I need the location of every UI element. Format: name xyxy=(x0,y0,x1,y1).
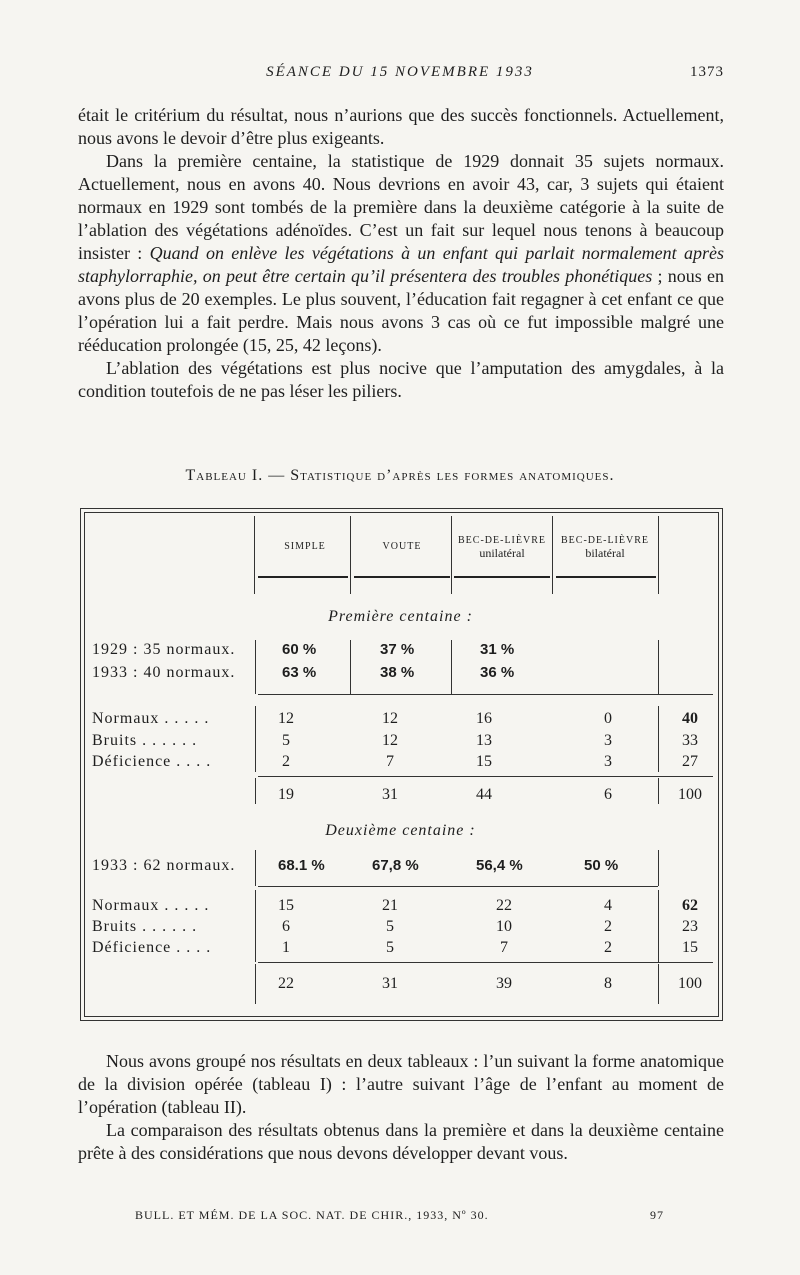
intro-paragraph-2-emphasis: Quand on enlève les végétations à un enfant qui parlait normalement après staphylorraphie, on peut être certain qu’il présentera des troubles phonétiques xyxy=(78,243,724,286)
cell-1929-bec-unilateral: 31 % xyxy=(480,641,515,658)
cell-1929-voute: 37 % xyxy=(380,641,415,658)
intro-paragraph-3: L’ablation des végétations est plus nocive que l’amputation des amygdales, à la condition toutefois de ne pas léser les piliers. xyxy=(78,358,724,401)
cell-bruits-2-bec-unilateral: 10 xyxy=(496,918,512,935)
header-rule xyxy=(258,576,348,578)
cell-bruits-1-total: 33 xyxy=(682,732,698,749)
column-separator xyxy=(451,640,452,694)
column-header-bec-bilateral-sub: bilatéral xyxy=(585,546,625,560)
header-rule xyxy=(454,576,550,578)
cell-bruits-2-total: 23 xyxy=(682,918,698,935)
column-separator xyxy=(658,516,659,594)
column-header-simple: SIMPLE xyxy=(284,541,326,552)
row-label-1929: 1929 : 35 normaux. xyxy=(92,641,236,658)
intro-text xyxy=(78,104,724,403)
row-label-1933: 1933 : 40 normaux. xyxy=(92,664,236,681)
cell-normaux-2-bec-unilateral: 22 xyxy=(496,897,512,914)
column-header-bec-bilateral-title: BEC-DE-LIÈVRE xyxy=(561,535,649,546)
column-header-bec-unilateral-sub: unilatéral xyxy=(479,546,525,560)
cell-deficience-2-total: 15 xyxy=(682,939,698,956)
cell-deficience-1-bec-unilateral: 15 xyxy=(476,753,492,770)
cell-bruits-1-voute: 12 xyxy=(382,732,398,749)
total-2-total: 100 xyxy=(678,975,702,992)
cell-deficience-1-simple: 2 xyxy=(282,753,290,770)
column-separator xyxy=(658,706,659,772)
total-1-bec-bilateral: 6 xyxy=(604,786,612,803)
row-label-normaux-2: Normaux . . . . . xyxy=(92,897,210,914)
column-separator xyxy=(658,778,659,804)
cell-deficience-2-bec-bilateral: 2 xyxy=(604,939,612,956)
cell-1933-simple: 63 % xyxy=(282,664,317,681)
running-title: SÉANCE DU 15 NOVEMBRE 1933 xyxy=(266,64,534,80)
cell-normaux-1-bec-unilateral: 16 xyxy=(476,710,492,727)
column-separator xyxy=(255,890,256,962)
cell-normaux-1-total: 40 xyxy=(682,710,698,727)
cell-1933-voute: 38 % xyxy=(380,664,415,681)
column-separator xyxy=(255,778,256,804)
total-2-voute: 31 xyxy=(382,975,398,992)
header-rule xyxy=(354,576,450,578)
intro-paragraph-2-start: Dans la première centaine, la statistique de 1929 donnait 35 sujets normaux. Actuellement, nous en avons 40. Nous devrions en avoir 43, car, 3 sujets qui étaient normaux en 1929 sont tombés de la première dans la deuxième catégorie à la suite de l’ablation des végétations adénoïdes. C’est un fait sur lequel nous tenons à beaucoup insister : xyxy=(78,151,724,263)
column-separator xyxy=(552,516,553,594)
outro-text xyxy=(78,1050,724,1165)
column-separator xyxy=(255,850,256,886)
row-label-deficience-1: Déficience . . . . xyxy=(92,753,212,770)
row-rule xyxy=(258,962,713,963)
cell-normaux-1-bec-bilateral: 0 xyxy=(604,710,612,727)
cell-1933-second-bec-bilateral: 50 % xyxy=(584,857,619,874)
row-label-bruits-2: Bruits . . . . . . xyxy=(92,918,198,935)
row-label-1933-second: 1933 : 62 normaux. xyxy=(92,857,236,874)
cell-normaux-1-simple: 12 xyxy=(278,710,294,727)
table-caption: Tableau I. — Statistique d’après les formes anatomiques. xyxy=(185,467,615,484)
cell-normaux-2-total: 62 xyxy=(682,897,698,914)
cell-bruits-1-bec-unilateral: 13 xyxy=(476,732,492,749)
cell-deficience-1-voute: 7 xyxy=(386,753,394,770)
column-separator xyxy=(658,964,659,1004)
cell-1933-second-bec-unilateral: 56,4 % xyxy=(476,857,523,874)
column-header-bec-bilateral xyxy=(552,534,658,560)
cell-1933-bec-unilateral: 36 % xyxy=(480,664,515,681)
cell-normaux-2-voute: 21 xyxy=(382,897,398,914)
header-rule xyxy=(556,576,656,578)
total-2-bec-unilateral: 39 xyxy=(496,975,512,992)
cell-deficience-1-bec-bilateral: 3 xyxy=(604,753,612,770)
cell-deficience-2-simple: 1 xyxy=(282,939,290,956)
cell-bruits-2-voute: 5 xyxy=(386,918,394,935)
row-label-deficience-2: Déficience . . . . xyxy=(92,939,212,956)
journal-reference: BULL. ET MÉM. DE LA SOC. NAT. DE CHIR., 1933, Nº 30. xyxy=(135,1208,489,1222)
cell-1929-simple: 60 % xyxy=(282,641,317,658)
total-2-bec-bilateral: 8 xyxy=(604,975,612,992)
cell-normaux-1-voute: 12 xyxy=(382,710,398,727)
column-separator xyxy=(255,640,256,694)
row-label-normaux-1: Normaux . . . . . xyxy=(92,710,210,727)
sheet-number: 97 xyxy=(650,1208,664,1222)
column-separator xyxy=(350,516,351,594)
column-separator xyxy=(658,640,659,694)
column-separator xyxy=(255,706,256,772)
intro-paragraph-1: était le critérium du résultat, nous n’aurions que des succès fonctionnels. Actuellement, nous avons le devoir d’être plus exigeants. xyxy=(78,105,724,148)
total-1-simple: 19 xyxy=(278,786,294,803)
row-label-bruits-1: Bruits . . . . . . xyxy=(92,732,198,749)
column-separator xyxy=(350,640,351,694)
cell-deficience-1-total: 27 xyxy=(682,753,698,770)
column-separator xyxy=(255,964,256,1004)
total-1-bec-unilateral: 44 xyxy=(476,786,492,803)
cell-1933-second-voute: 67,8 % xyxy=(372,857,419,874)
total-1-voute: 31 xyxy=(382,786,398,803)
intro-paragraph-2 xyxy=(78,150,724,357)
total-1-total: 100 xyxy=(678,786,702,803)
cell-normaux-2-simple: 15 xyxy=(278,897,294,914)
cell-bruits-1-simple: 5 xyxy=(282,732,290,749)
outro-paragraph-2: La comparaison des résultats obtenus dans la première et dans la deuxième centaine prête à des considérations que nous devons développer devant vous. xyxy=(78,1120,724,1163)
section-heading-first: Première centaine : xyxy=(328,608,473,625)
column-header-voute: VOUTE xyxy=(382,541,422,552)
cell-deficience-2-voute: 5 xyxy=(386,939,394,956)
row-rule xyxy=(258,886,658,887)
column-separator xyxy=(658,850,659,886)
row-rule xyxy=(258,776,713,777)
column-separator xyxy=(254,516,255,594)
row-rule xyxy=(258,694,713,695)
cell-deficience-2-bec-unilateral: 7 xyxy=(500,939,508,956)
cell-normaux-2-bec-bilateral: 4 xyxy=(604,897,612,914)
page-number: 1373 xyxy=(690,64,724,80)
outro-paragraph-1: Nous avons groupé nos résultats en deux tableaux : l’un suivant la forme anatomique de la division opérée (tableau I) : l’autre suivant l’âge de l’enfant au moment de l’opération (tableau II). xyxy=(78,1051,724,1117)
section-heading-second: Deuxième centaine : xyxy=(325,822,476,839)
cell-bruits-2-bec-bilateral: 2 xyxy=(604,918,612,935)
intro-paragraph-2-end: ; nous en avons plus de 20 exemples. Le plus souvent, l’éducation fait regagner à cet enfant ce que l’opération lui a fait perdre. Mais nous avons 3 cas où ce fut impossible malgré une rééducation prolongée (15, 25, 42 leçons). xyxy=(78,266,724,355)
total-2-simple: 22 xyxy=(278,975,294,992)
column-separator xyxy=(658,890,659,962)
column-header-bec-unilateral-title: BEC-DE-LIÈVRE xyxy=(458,535,546,546)
column-header-bec-unilateral xyxy=(452,534,552,560)
column-separator xyxy=(451,516,452,594)
cell-1933-second-simple: 68.1 % xyxy=(278,857,325,874)
cell-bruits-2-simple: 6 xyxy=(282,918,290,935)
cell-bruits-1-bec-bilateral: 3 xyxy=(604,732,612,749)
page-header xyxy=(0,64,800,86)
